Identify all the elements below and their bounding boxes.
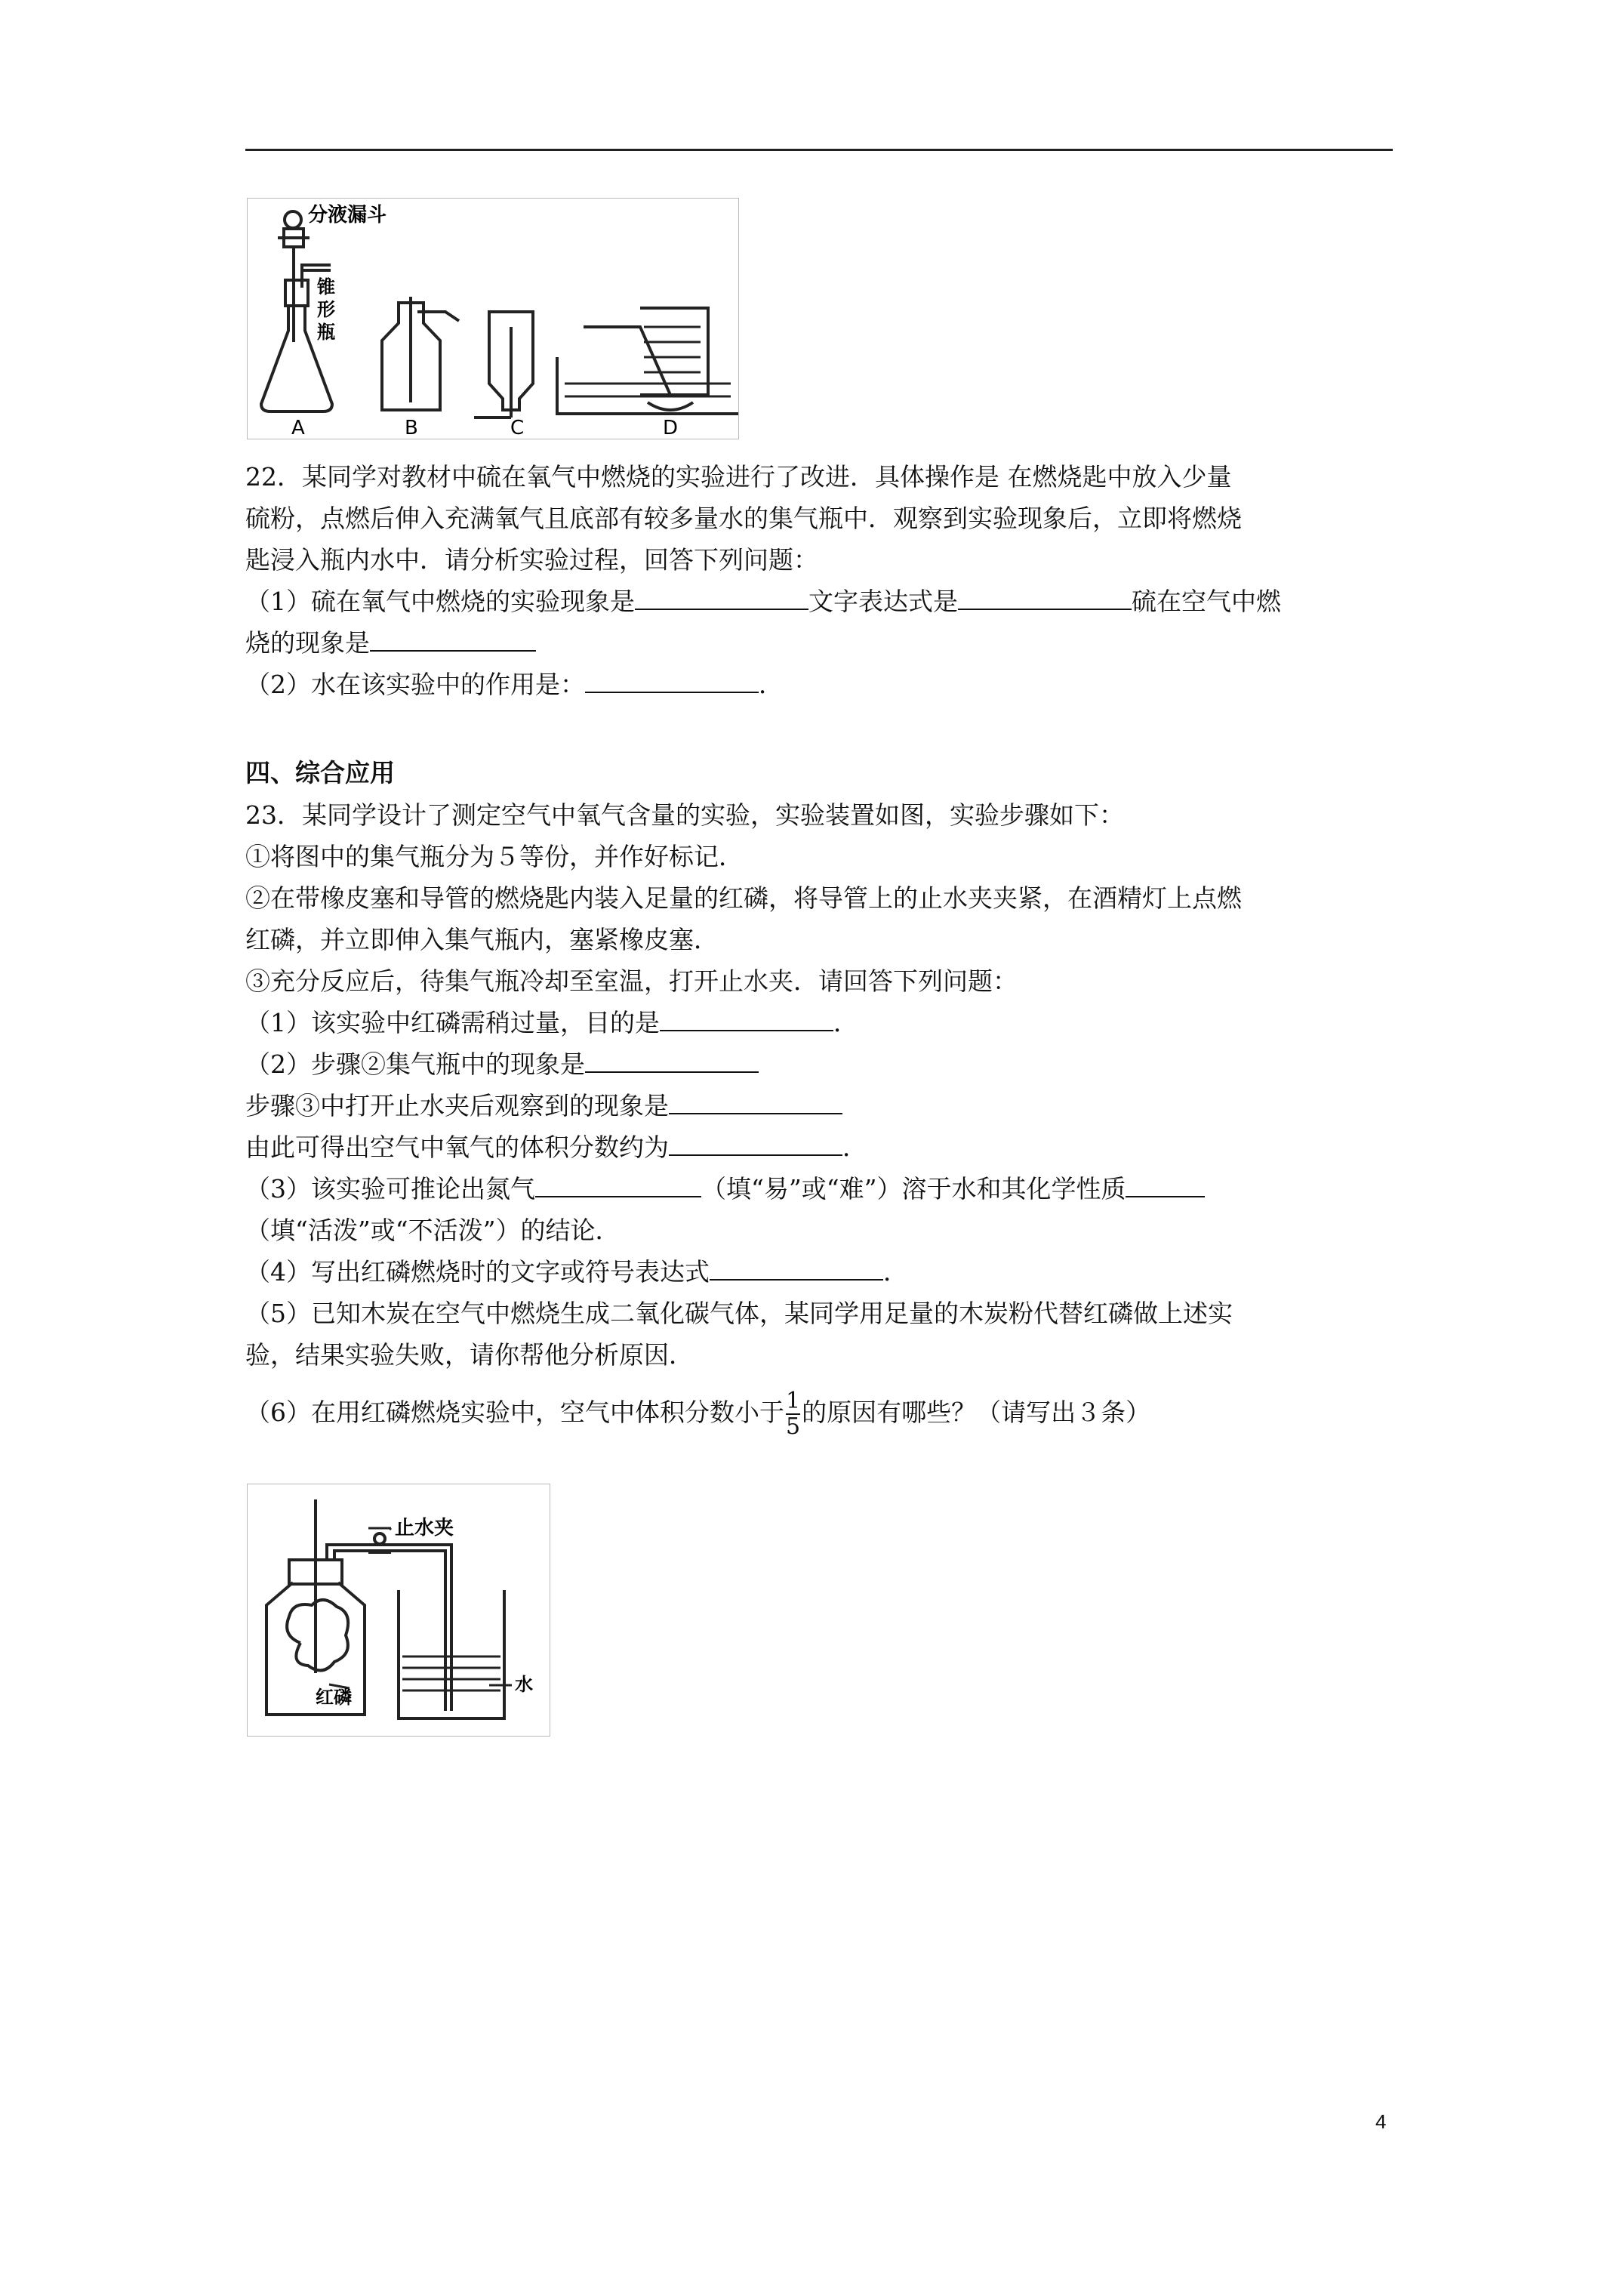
apparatus-diagram [248,199,738,439]
q22-line-3: 匙浸入瓶内水中．请分析实验过程，回答下列问题： [245,545,818,575]
fraction-numerator: 1 [786,1388,801,1414]
q23-part5-cont: 验，结果实验失败，请你帮他分析原因． [245,1340,694,1370]
q23-part5: （5）已知木炭在空气中燃烧生成二氧化碳气体，某同学用足量的木炭粉代替红磷做上述实 [245,1299,1233,1328]
period: ． [833,1008,858,1037]
q23-part2 [245,1048,759,1081]
q22-p2-text: （2）水在该实验中的作用是： [245,670,585,699]
q22-part1-cont [245,627,536,660]
q22-p1-text-a: （1）硫在氧气中燃烧的实验现象是 [245,587,635,616]
q23-part3 [245,1173,1205,1206]
q23-p4-text: （4）写出红磷燃烧时的文字或符号表达式 [245,1257,710,1287]
answer-blank[interactable] [370,627,536,652]
phosphorus-label: 红磷 [316,1687,352,1708]
q22-line-2: 硫粉，点燃后伸入充满氧气且底部有较多量水的集气瓶中．观察到实验现象后，立即将燃烧 [245,504,1242,533]
q23-step-1: ①将图中的集气瓶分为５等份，并作好标记． [245,842,744,871]
flask-label-1: 锥 [317,276,335,297]
letter-c: C [510,417,525,439]
q23-intro: 23．某同学设计了测定空气中氧气含量的实验，实验装置如图，实验步骤如下： [245,800,1124,830]
answer-blank[interactable] [669,1090,842,1114]
q23-p6-text-a: （6）在用红磷燃烧实验中，空气中体积分数小于 [245,1398,784,1427]
answer-blank[interactable] [669,1132,842,1156]
q23-part2-c [245,1131,867,1164]
q23-p2-text-c: 由此可得出空气中氧气的体积分数约为 [245,1133,669,1162]
q23-part6 [245,1389,1150,1439]
letter-b: B [405,417,418,439]
answer-blank[interactable] [958,586,1132,610]
page-number: 4 [1375,2110,1387,2133]
q23-part2-b [245,1089,842,1123]
q23-part4 [245,1256,908,1289]
q23-step-2b: 红磷，并立即伸入集气瓶内，塞紧橡皮塞． [245,925,719,954]
q22-p1-text-c: 硫在空气中燃 [1132,587,1281,616]
period: ． [759,670,784,699]
answer-blank[interactable] [635,586,808,610]
q23-p2-text-a: （2）步骤②集气瓶中的现象是 [245,1049,585,1079]
answer-blank[interactable] [585,1049,759,1073]
q23-part3-cont: （填“活泼”或“不活泼”）的结论． [245,1216,621,1245]
answer-blank[interactable] [1126,1173,1205,1197]
letter-d: D [663,417,679,439]
water-label: 水 [515,1674,533,1695]
flask-label-3: 瓶 [317,322,335,343]
section-title: 四、综合应用 [245,758,395,787]
q22-p1-text-d: 烧的现象是 [245,628,370,658]
q23-p3-text-a: （3）该实验可推论出氮气 [245,1174,535,1203]
answer-blank[interactable] [710,1256,883,1281]
oxygen-measurement-apparatus-figure [247,1484,550,1737]
header-rule [245,149,1393,151]
clamp-label: 止水夹 [395,1517,454,1539]
q22-line-1: 22．某同学对教材中硫在氧气中燃烧的实验进行了改进．具体操作是 在燃烧匙中放入少量 [245,462,1232,492]
q23-part1 [245,1006,858,1040]
period: ． [883,1257,908,1287]
flask-label-2: 形 [317,299,335,320]
q23-p2-text-b: 步骤③中打开止水夹后观察到的现象是 [245,1091,669,1120]
q23-p6-text-b: 的原因有哪些？（请写出３条） [802,1398,1151,1427]
fraction-denominator: 5 [786,1413,801,1440]
q22-p1-text-b: 文字表达式是 [808,587,958,616]
answer-blank[interactable] [585,669,759,693]
letter-a: A [291,417,305,439]
q23-p1-text: （1）该实验中红磷需稍过量，目的是 [245,1008,660,1037]
apparatus-diagram-2 [248,1484,550,1736]
answer-blank[interactable] [660,1007,833,1031]
period: ． [842,1133,867,1162]
apparatus-figure-abcd [247,198,739,439]
funnel-label: 分液漏斗 [308,204,387,227]
answer-blank[interactable] [535,1173,701,1197]
q23-step-2a: ②在带橡皮塞和导管的燃烧匙内装入足量的红磷，将导管上的止水夹夹紧，在酒精灯上点燃 [245,883,1242,913]
fraction-one-fifth [786,1389,800,1439]
q22-part2 [245,668,784,701]
q22-part1 [245,585,1281,618]
q23-step-3: ③充分反应后，待集气瓶冷却至室温，打开止水夹．请回答下列问题： [245,966,1018,996]
q23-p3-text-b: （填“易”或“难”）溶于水和其化学性质 [701,1174,1126,1203]
